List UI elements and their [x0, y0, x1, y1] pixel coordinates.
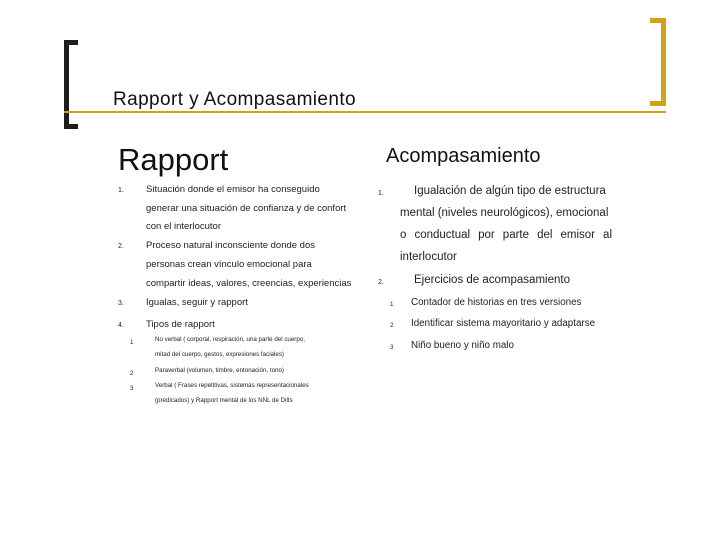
list-item-text: compartir ideas, valores, creencias, experiencias [146, 278, 352, 289]
sublist-number: 3 [130, 385, 134, 392]
rapport-heading: Rapport [118, 142, 229, 177]
sublist-item-text: Identificar sistema mayoritario y adaptarse [411, 318, 596, 329]
sublist-item-text: (predicados) y Rapport mental de los NNL de Dilts [155, 397, 293, 404]
sublist-item-text: Verbal ( Frases repetitivas, sistemas representacionales [155, 382, 309, 389]
list-item-text: Igualas, seguir y rapport [146, 297, 248, 308]
sublist-item-text: Niño bueno y niño malo [411, 340, 514, 351]
list-item-text: personas crean vínculo emocional para [146, 259, 312, 270]
list-number: 1. [118, 187, 124, 194]
list-item-text: Igualación de algún tipo de estructura [414, 185, 606, 197]
left-bracket-decoration [64, 40, 78, 129]
list-item-text: con el interlocutor [146, 221, 221, 232]
sublist-number: 3 [390, 344, 394, 351]
title-underline [64, 111, 666, 113]
sublist-item-text: No verbal ( corporal, respiración, una parte del cuerpo, [155, 336, 305, 343]
sublist-number: 1 [390, 301, 394, 308]
sublist-number: 1 [130, 339, 134, 346]
list-number: 4. [118, 322, 124, 329]
sublist-item-text: mitad del cuerpo, gestos, expresiones faciales) [155, 351, 284, 358]
right-bracket-decoration [650, 18, 666, 106]
list-item-text: mental (niveles neurológicos), emocional [400, 207, 609, 219]
list-number: 1. [378, 190, 384, 197]
list-item-text: Ejercicios de acompasamiento [414, 274, 570, 286]
list-number: 3. [118, 300, 124, 307]
slide-title: Rapport y Acompasamiento [113, 89, 356, 110]
acompasamiento-heading: Acompasamiento [386, 145, 541, 167]
list-item-text: Tipos de rapport [146, 319, 215, 330]
list-item-text: interlocutor [400, 251, 457, 263]
sublist-item-text: Contador de historias en tres versiones [411, 297, 582, 308]
sublist-number: 2 [390, 322, 394, 329]
sublist-number: 2 [130, 370, 134, 377]
sublist-item-text: Paraverbal (volumen, timbre, entonación, tono) [155, 367, 284, 374]
list-number: 2. [118, 243, 124, 250]
list-item-text: Situación donde el emisor ha conseguido [146, 184, 320, 195]
list-item-text: o conductual por parte del emisor al [400, 229, 612, 241]
list-item-text: Proceso natural inconsciente donde dos [146, 240, 316, 251]
list-item-text: generar una situación de confianza y de confort [146, 203, 347, 214]
list-number: 2. [378, 279, 384, 286]
